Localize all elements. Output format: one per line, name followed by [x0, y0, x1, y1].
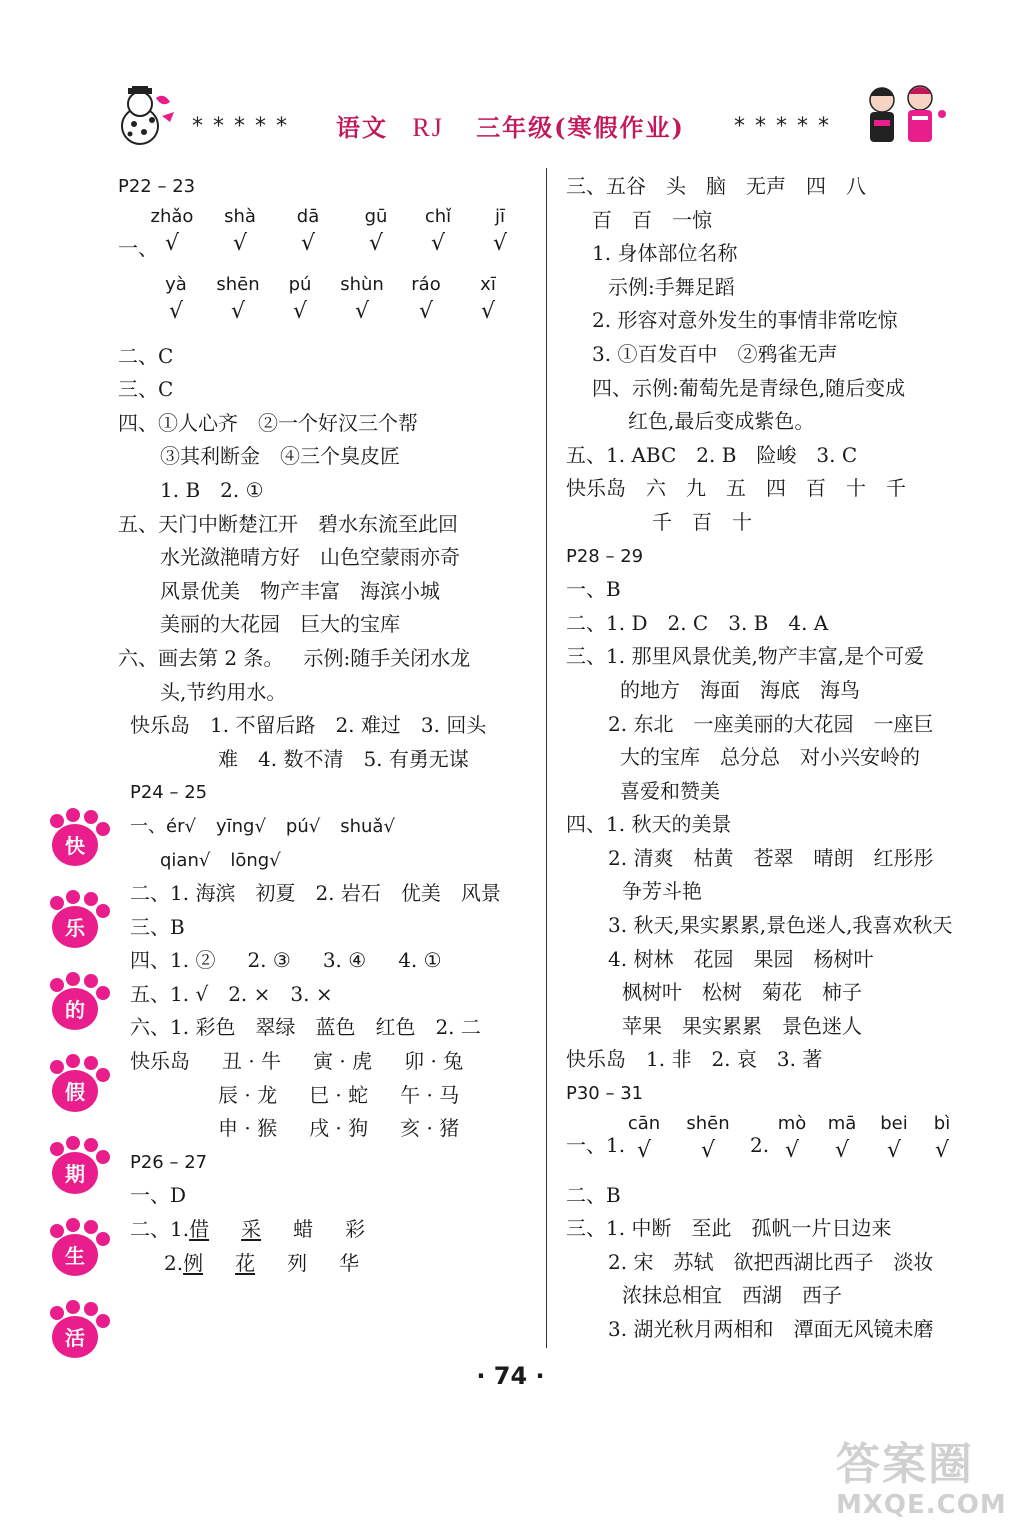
section-heading: P28 – 29 [566, 545, 644, 567]
answer-line: 美丽的大花园 巨大的宝库 [160, 612, 400, 637]
check-icon: √ [230, 298, 246, 324]
pinyin-item: shēn √ [678, 1111, 738, 1165]
answer-line: 1. B 2. ① [160, 477, 264, 502]
pinyin-item: yà √ [146, 272, 206, 326]
answer-line: 红色,最后变成紫色。 [628, 409, 815, 434]
watermark-logo: 答案圈 [836, 1439, 974, 1490]
answer-line: 五、天门中断楚江开 碧水东流至此回 [118, 511, 458, 536]
header-title [336, 108, 699, 143]
check-icon: √ [636, 1137, 652, 1163]
answer-line: 一、ér√ yīng√ pú√ shuǎ√ [130, 815, 395, 837]
section-heading: P24 – 25 [130, 782, 208, 804]
pinyin-item: bei √ [864, 1111, 924, 1165]
pinyin-row [118, 204, 533, 272]
answer-line: 四、示例:葡萄先是青绿色,随后变成 [592, 375, 906, 400]
answer-line: 四、1. 秋天的美景 [566, 812, 732, 837]
pinyin-item: shùn √ [332, 272, 392, 326]
answer-line: 3. ①百发百中 ②鸦雀无声 [592, 341, 838, 366]
check-icon: √ [784, 1137, 800, 1163]
answer-line: 快乐岛 1. 不留后路 2. 难过 3. 回头 [130, 713, 487, 738]
answer-line: 示例:手舞足蹈 [608, 274, 735, 299]
pinyin-item: zhǎo √ [142, 204, 202, 258]
answer-line: 二、B [566, 1182, 621, 1207]
page-header [0, 92, 1021, 162]
answer-line: 大的宝库 总分总 对小兴安岭的 [620, 745, 920, 770]
answer-line: 风景优美 物产丰富 海滨小城 [160, 578, 440, 603]
answer-line: 三、五谷 头 脑 无声 四 八 [566, 174, 866, 198]
answer-line: 的地方 海面 海底 海鸟 [620, 677, 860, 702]
answer-line: 二、1. 海滨 初夏 2. 岩石 优美 风景 [130, 881, 501, 906]
answer-line: 二、1. D 2. C 3. B 4. A [566, 610, 829, 635]
snowman-decoration-icon [112, 86, 182, 150]
answer-line: 二、1.借 采 蜡 彩 [130, 1217, 366, 1242]
grade-label: 三年级(寒假作业) [476, 113, 685, 142]
answer-line: 三、1. 中断 至此 孤帆一片日边来 [566, 1216, 892, 1241]
check-icon: √ [834, 1137, 850, 1163]
check-icon: √ [934, 1137, 950, 1163]
section-heading: P26 – 27 [130, 1151, 208, 1173]
answer-line: 难 4. 数不清 5. 有勇无谋 [218, 746, 469, 771]
answer-line: 六、1. 彩色 翠绿 蓝色 红色 2. 二 [130, 1015, 481, 1040]
answer-line: 千 百 十 [652, 509, 752, 534]
answer-line: 头,节约用水。 [160, 679, 287, 704]
pinyin-row [566, 1111, 966, 1179]
check-icon: √ [164, 230, 180, 256]
check-icon: √ [368, 230, 384, 256]
check-icon: √ [168, 298, 184, 324]
answer-line: 喜爱和赞美 [620, 778, 720, 803]
answer-line: 4. 树林 花园 果园 杨树叶 [608, 946, 874, 971]
check-icon: √ [418, 298, 434, 324]
answer-line: 辰 · 龙 巳 · 蛇 午 · 马 [218, 1082, 460, 1107]
paw-badge: 期 [42, 1136, 106, 1200]
check-icon: √ [480, 298, 496, 324]
answer-line: 争芳斗艳 [622, 879, 702, 904]
answer-line: 三、C [118, 377, 174, 402]
answer-line: 2.例 花 列 华 [164, 1250, 360, 1275]
pinyin-item: shà √ [210, 204, 270, 258]
pinyin-item: mā √ [812, 1111, 872, 1165]
paw-badge: 快 [42, 808, 106, 872]
answer-line: 四、1. ② 2. ③ 3. ④ 4. ① [130, 948, 442, 973]
section-heading: P30 – 31 [566, 1083, 644, 1105]
check-icon: √ [232, 230, 248, 256]
answer-line: qian√ lōng√ [160, 849, 281, 871]
pinyin-item: jī √ [470, 204, 530, 258]
answer-line: 浓抹总相宜 西湖 西子 [622, 1283, 842, 1308]
pinyin-item: chǐ √ [408, 204, 468, 258]
edition-label: RJ [412, 113, 444, 142]
pinyin-item: mò √ [762, 1111, 822, 1165]
pinyin-item: cān √ [614, 1111, 674, 1165]
check-icon: √ [886, 1137, 902, 1163]
answer-line: 一、D [130, 1183, 187, 1208]
right-column [566, 170, 966, 1347]
paw-badge: 乐 [42, 890, 106, 954]
left-column [118, 170, 533, 1280]
answer-line: 3. 秋天,果实累累,景色迷人,我喜欢秋天 [608, 913, 953, 938]
header-stars-right: ***** [734, 114, 839, 139]
answer-line: 快乐岛 1. 非 2. 哀 3. 著 [566, 1047, 823, 1072]
answer-line: 2. 清爽 枯黄 苍翠 晴朗 红彤彤 [608, 845, 934, 870]
answer-line: 四、①人心齐 ②一个好汉三个帮 [118, 410, 418, 435]
answer-line: 申 · 猴 戌 · 狗 亥 · 猪 [218, 1116, 460, 1141]
check-icon: √ [300, 230, 316, 256]
subject-label: 语文 [336, 113, 388, 142]
answer-line: 五、1. ABC 2. B 险峻 3. C [566, 442, 858, 467]
answer-line: 2. 宋 苏轼 欲把西湖比西子 淡妆 [608, 1249, 934, 1274]
watermark-url: MXQE.COM [836, 1490, 1007, 1520]
answer-line: ③其利断金 ④三个臭皮匠 [160, 444, 400, 469]
answer-line: 水光潋滟晴方好 山色空蒙雨亦奇 [160, 545, 460, 570]
answer-line: 快乐岛 丑 · 牛 寅 · 虎 卯 · 兔 [130, 1049, 464, 1074]
answer-line: 2. 形容对意外发生的事情非常吃惊 [592, 308, 898, 333]
watermark [836, 1440, 1016, 1530]
answer-line: 百 百 一惊 [592, 207, 712, 232]
answer-line: 五、1. √ 2. × 3. × [130, 981, 333, 1006]
pinyin-item: pú √ [270, 272, 330, 326]
pinyin-item: dā √ [278, 204, 338, 258]
answer-line: 枫树叶 松树 菊花 柿子 [622, 980, 862, 1005]
pinyin-item: shēn √ [208, 272, 268, 326]
paw-badge: 假 [42, 1054, 106, 1118]
check-icon: √ [700, 1137, 716, 1163]
answer-line: 六、画去第 2 条。 示例:随手关闭水龙 [118, 645, 471, 670]
answer-line: 苹果 果实累累 景色迷人 [622, 1013, 862, 1038]
check-icon: √ [430, 230, 446, 256]
sidebar-paws [42, 808, 112, 1382]
answer-line: 2. 东北 一座美丽的大花园 一座巨 [608, 711, 934, 736]
paw-badge: 活 [42, 1300, 106, 1364]
question-label: 2. [750, 1132, 770, 1157]
check-icon: √ [292, 298, 308, 324]
pinyin-item: gū √ [346, 204, 406, 258]
check-icon: √ [492, 230, 508, 256]
column-divider [546, 168, 547, 1348]
page-number: · 74 · [476, 1362, 545, 1390]
paw-badge: 生 [42, 1218, 106, 1282]
pinyin-item: xī √ [458, 272, 518, 326]
header-stars-left: ***** [192, 114, 297, 139]
answer-line: 快乐岛 六 九 五 四 百 十 千 [566, 476, 906, 501]
answer-line: 1. 身体部位名称 [592, 241, 738, 266]
answer-line: 三、1. 那里风景优美,物产丰富,是个可爱 [566, 644, 925, 669]
paw-badge: 的 [42, 972, 106, 1036]
pinyin-row [118, 272, 533, 340]
answer-line: 二、C [118, 343, 174, 368]
answer-line: 3. 湖光秋月两相和 潭面无风镜未磨 [608, 1317, 934, 1341]
question-label: 一、 [118, 235, 158, 260]
pinyin-item: ráo √ [396, 272, 456, 326]
check-icon: √ [354, 298, 370, 324]
question-label: 一、1. [566, 1132, 626, 1157]
section-heading: P22 – 23 [118, 176, 196, 197]
pinyin-item: bì √ [912, 1111, 972, 1165]
answer-line: 三、B [130, 914, 185, 939]
kids-decoration-icon [858, 84, 950, 154]
answer-line: 一、B [566, 577, 621, 602]
